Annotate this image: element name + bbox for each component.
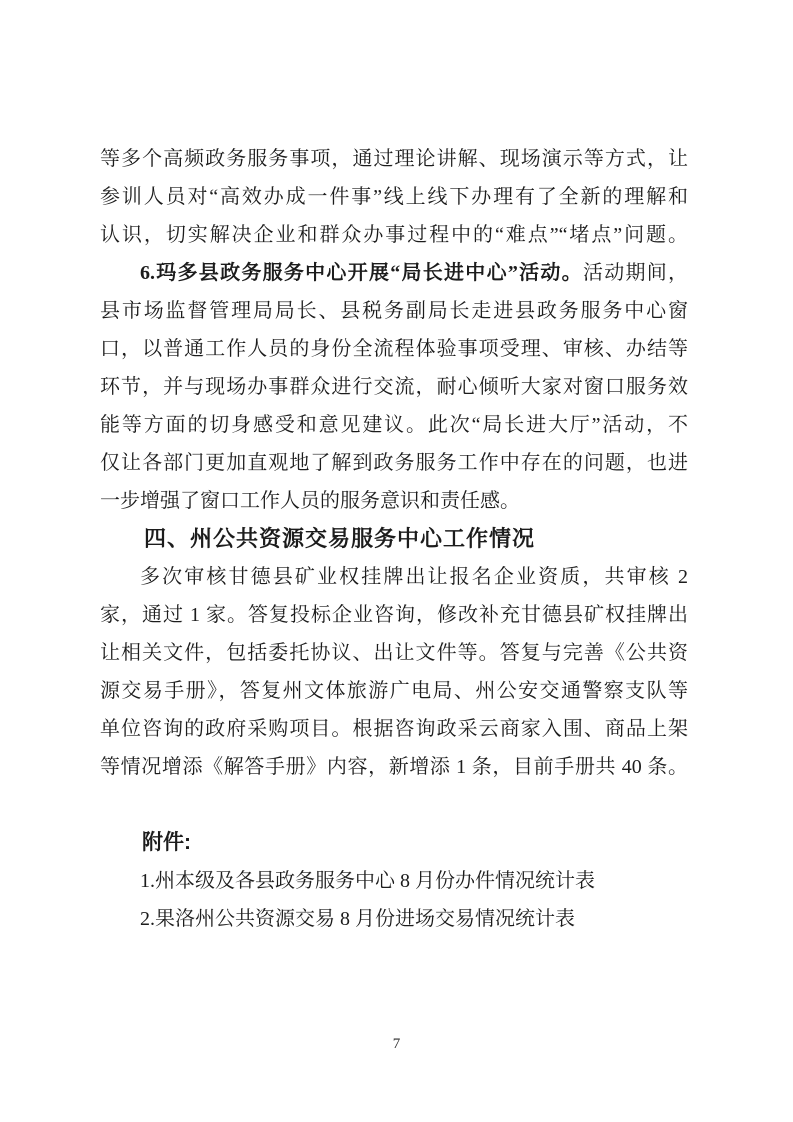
body-line: 认识，切实解决企业和群众办事过程中的“难点”“堵点”问题。: [100, 224, 688, 246]
body-line: 仅让各部门更加直观地了解到政务服务工作中存在的问题，也进: [100, 452, 688, 474]
body-line: 县市场监督管理局局长、县税务副局长走进县政务服务中心窗: [100, 300, 688, 322]
body-line: 能等方面的切身感受和意见建议。此次“局长进大厅”活动，不: [100, 414, 688, 436]
body-line: 源交易手册》，答复州文体旅游广电局、州公安交通警察支队等: [100, 680, 688, 702]
body-line: 口，以普通工作人员的身份全流程体验事项受理、审核、办结等: [100, 338, 688, 360]
document-body: [100, 140, 688, 938]
blank-line: [100, 786, 688, 824]
body-line: 环节，并与现场办事群众进行交流，耐心倾听大家对窗口服务效: [100, 376, 688, 398]
body-line: 等情况增添《解答手册》内容，新增添 1 条，目前手册共 40 条。: [100, 756, 688, 778]
body-line: 参训人员对“高效办成一件事”线上线下办理有了全新的理解和: [100, 186, 688, 208]
body-line: 一步增强了窗口工作人员的服务意识和责任感。: [100, 490, 520, 512]
section-heading: 四、州公共资源交易服务中心工作情况: [144, 526, 536, 551]
body-line: 多次审核甘德县矿业权挂牌出让报名企业资质，共审核 2: [140, 566, 688, 588]
body-line: 让相关文件，包括委托协议、出让文件等。答复与完善《公共资: [100, 642, 688, 664]
item6-lead-rest: 活动期间，: [582, 262, 689, 284]
body-line-item6-lead: [100, 254, 688, 292]
body-line: 单位咨询的政府采购项目。根据咨询政采云商家入围、商品上架: [100, 718, 688, 740]
attachments-label: 附件:: [142, 831, 191, 854]
body-line: 家，通过 1 家。答复投标企业咨询，修改补充甘德县矿权挂牌出: [100, 604, 688, 626]
body-line: 等多个高频政务服务事项，通过理论讲解、现场演示等方式，让: [100, 148, 688, 170]
attachment-item: 2.果洛州公共资源交易 8 月份进场交易情况统计表: [140, 908, 575, 930]
item6-bold-title: 6.玛多县政务服务中心开展“局长进中心”活动。: [140, 262, 583, 284]
attachment-item: 1.州本级及各县政务服务中心 8 月份办件情况统计表: [140, 870, 595, 892]
page-number: 7: [392, 1036, 401, 1052]
